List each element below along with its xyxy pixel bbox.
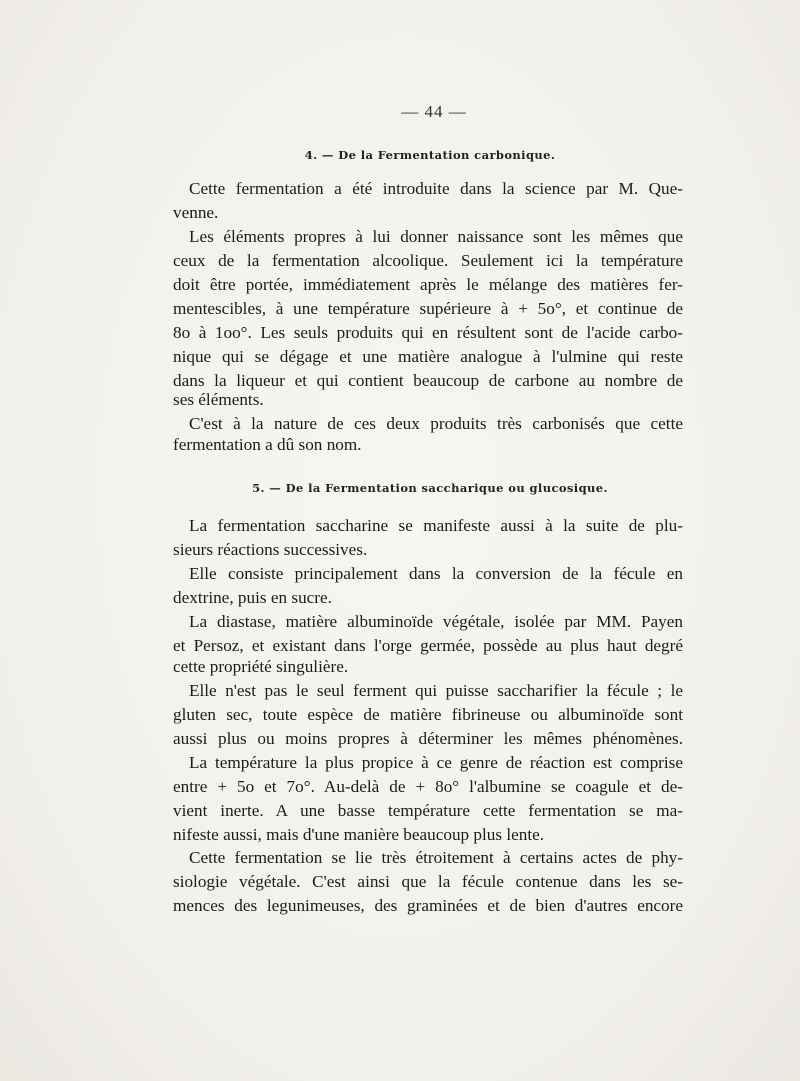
text-line: Cette fermentation a été introduite dans la science par M. Que-: [189, 179, 683, 198]
text-line: dans la liqueur et qui contient beaucoup de carbone au nombre de: [173, 371, 683, 390]
text-line: aussi plus ou moins propres à déterminer les mêmes phénomènes.: [173, 729, 683, 748]
text-line: et Persoz, et existant dans l'orge germée, possède au plus haut degré: [173, 636, 683, 655]
text-line: siologie végétale. C'est ainsi que la fécule contenue dans les se-: [173, 872, 683, 891]
text-line: Cette fermentation se lie très étroitement à certains actes de phy-: [189, 848, 683, 867]
text-line: 8o à 1oo°. Les seuls produits qui en résultent sont de l'acide carbo-: [173, 323, 683, 342]
text-line: venne.: [173, 203, 219, 222]
text-line: Les éléments propres à lui donner naissance sont les mêmes que: [189, 227, 683, 246]
text-line: cette propriété singulière.: [173, 657, 349, 676]
section-heading-saccharique: 5. — De la Fermentation saccharique ou glucosique.: [252, 481, 608, 495]
text-line: dextrine, puis en sucre.: [173, 588, 332, 607]
text-line: doit être portée, immédiatement après le mélange des matières fer-: [173, 275, 683, 294]
text-line: vient inerte. A une basse température cette fermentation se ma-: [173, 801, 683, 820]
text-line: mentescibles, à une température supérieure à + 5o°, et continue de: [173, 299, 683, 318]
text-line: Elle n'est pas le seul ferment qui puisse saccharifier la fécule ; le: [189, 681, 683, 700]
text-line: La fermentation saccharine se manifeste aussi à la suite de plu-: [189, 516, 683, 535]
text-line: gluten sec, toute espèce de matière fibrineuse ou albuminoïde sont: [173, 705, 683, 724]
text-line: Elle consiste principalement dans la conversion de la fécule en: [189, 564, 683, 583]
text-line: nique qui se dégage et une matière analogue à l'ulmine qui reste: [173, 347, 683, 366]
text-line: entre + 5o et 7o°. Au-delà de + 8o° l'albumine se coagule et de-: [173, 777, 683, 796]
text-line: fermentation a dû son nom.: [173, 435, 362, 454]
text-line: ses éléments.: [173, 390, 264, 409]
text-line: La température la plus propice à ce genre de réaction est comprise: [189, 753, 683, 772]
text-line: nifeste aussi, mais d'une manière beaucoup plus lente.: [173, 825, 545, 844]
text-line: C'est à la nature de ces deux produits très carbonisés que cette: [189, 414, 683, 433]
page-number: — 44 —: [401, 102, 467, 121]
text-line: ceux de la fermentation alcoolique. Seulement ici la température: [173, 251, 683, 270]
text-line: La diastase, matière albuminoïde végétale, isolée par MM. Payen: [189, 612, 683, 631]
section-heading-carbonique: 4. — De la Fermentation carbonique.: [304, 148, 556, 162]
text-line: mences des legunimeuses, des graminées et de bien d'autres encore: [173, 896, 683, 915]
text-line: sieurs réactions successives.: [173, 540, 368, 559]
